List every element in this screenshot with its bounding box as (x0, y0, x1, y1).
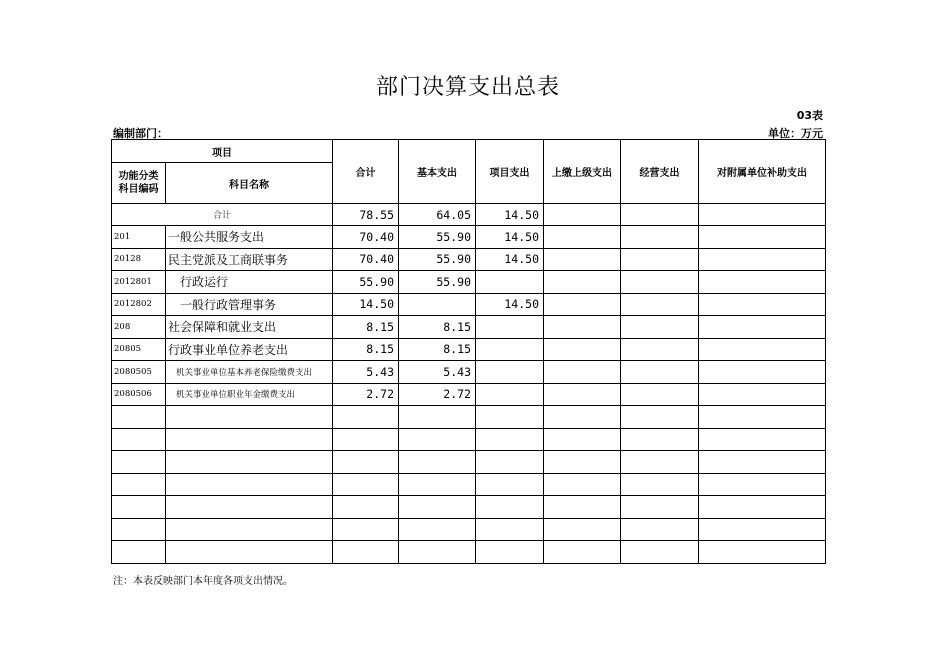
row-upper (544, 383, 621, 406)
empty-cell (544, 518, 621, 541)
empty-cell (112, 496, 166, 519)
row-subject-name: 社会保障和就业支出 (166, 316, 333, 339)
row-code: 20128 (112, 248, 166, 271)
empty-cell (476, 541, 544, 564)
header-subsidy: 对附属单位补助支出 (699, 140, 826, 204)
row-total: 14.50 (333, 293, 399, 316)
row-upper (544, 316, 621, 339)
header-basic: 基本支出 (399, 140, 476, 204)
table-number: 03表 (796, 109, 823, 122)
empty-cell (333, 451, 399, 474)
empty-cell (112, 451, 166, 474)
empty-row (112, 518, 826, 541)
empty-cell (112, 541, 166, 564)
empty-cell (166, 406, 333, 429)
row-basic: 55.90 (399, 248, 476, 271)
header-project: 项目 (112, 140, 333, 163)
row-code: 20805 (112, 338, 166, 361)
empty-cell (621, 518, 699, 541)
row-business (621, 248, 699, 271)
empty-cell (621, 473, 699, 496)
row-code: 2012801 (112, 271, 166, 294)
page-title: 部门决算支出总表 (375, 75, 560, 100)
empty-row (112, 541, 826, 564)
empty-cell (544, 473, 621, 496)
empty-cell (699, 406, 826, 429)
row-total: 55.90 (333, 271, 399, 294)
row-total: 8.15 (333, 338, 399, 361)
header-total: 合计 (333, 140, 399, 204)
table-row (112, 316, 826, 339)
total-row-total: 78.55 (333, 204, 399, 226)
row-basic: 2.72 (399, 383, 476, 406)
row-subsidy (699, 293, 826, 316)
empty-cell (112, 428, 166, 451)
empty-cell (544, 451, 621, 474)
empty-cell (166, 473, 333, 496)
footnote: 注：本表反映部门本年度各项支出情况。 (113, 576, 293, 587)
empty-cell (699, 496, 826, 519)
row-subject-name: 机关事业单位基本养老保险缴费支出 (166, 361, 333, 384)
empty-cell (476, 406, 544, 429)
row-code: 2080505 (112, 361, 166, 384)
empty-cell (399, 473, 476, 496)
row-subject-name: 机关事业单位职业年金缴费支出 (166, 383, 333, 406)
empty-cell (621, 406, 699, 429)
empty-cell (699, 518, 826, 541)
row-project (476, 271, 544, 294)
row-subject-name: 一般行政管理事务 (166, 293, 333, 316)
empty-cell (166, 428, 333, 451)
header-function-code-line1: 功能分类 (118, 171, 159, 182)
empty-cell (621, 541, 699, 564)
empty-cell (621, 496, 699, 519)
total-row (112, 204, 826, 226)
table-row (112, 383, 826, 406)
empty-cell (399, 451, 476, 474)
empty-cell (333, 496, 399, 519)
row-code: 208 (112, 316, 166, 339)
header-business: 经营支出 (621, 140, 699, 204)
row-subject-name: 一般公共服务支出 (166, 226, 333, 249)
row-business (621, 293, 699, 316)
row-project: 14.50 (476, 248, 544, 271)
row-total: 70.40 (333, 226, 399, 249)
row-basic: 8.15 (399, 338, 476, 361)
row-basic: 55.90 (399, 226, 476, 249)
row-basic: 8.15 (399, 316, 476, 339)
row-business (621, 271, 699, 294)
table-row (112, 248, 826, 271)
row-subsidy (699, 248, 826, 271)
row-business (621, 316, 699, 339)
empty-cell (166, 541, 333, 564)
empty-cell (399, 406, 476, 429)
row-upper (544, 248, 621, 271)
header-function-code-line2: 科目编码 (118, 184, 159, 195)
row-business (621, 361, 699, 384)
table-row (112, 361, 826, 384)
empty-cell (544, 406, 621, 429)
row-subject-name: 行政事业单位养老支出 (166, 338, 333, 361)
table-row (112, 338, 826, 361)
empty-cell (544, 496, 621, 519)
empty-cell (476, 496, 544, 519)
empty-cell (621, 451, 699, 474)
row-project (476, 316, 544, 339)
header-project-expenditure: 项目支出 (476, 140, 544, 204)
empty-cell (476, 518, 544, 541)
row-project (476, 383, 544, 406)
empty-cell (333, 406, 399, 429)
row-subsidy (699, 361, 826, 384)
total-row-label: 合计 (112, 204, 333, 226)
empty-row (112, 473, 826, 496)
empty-cell (699, 428, 826, 451)
header-subject-name: 科目名称 (166, 163, 333, 204)
empty-cell (699, 541, 826, 564)
total-row-project: 14.50 (476, 204, 544, 226)
empty-row (112, 406, 826, 429)
row-project: 14.50 (476, 226, 544, 249)
empty-cell (699, 473, 826, 496)
row-upper (544, 361, 621, 384)
header-upper: 上缴上级支出 (544, 140, 621, 204)
empty-cell (112, 473, 166, 496)
table-row (112, 271, 826, 294)
empty-cell (112, 518, 166, 541)
row-basic: 55.90 (399, 271, 476, 294)
row-project (476, 338, 544, 361)
total-row-basic: 64.05 (399, 204, 476, 226)
row-total: 8.15 (333, 316, 399, 339)
row-basic (399, 293, 476, 316)
empty-row (112, 451, 826, 474)
empty-cell (476, 428, 544, 451)
row-upper (544, 226, 621, 249)
row-subsidy (699, 383, 826, 406)
empty-cell (333, 541, 399, 564)
empty-cell (112, 406, 166, 429)
row-business (621, 338, 699, 361)
row-code: 201 (112, 226, 166, 249)
empty-cell (333, 428, 399, 451)
row-project: 14.50 (476, 293, 544, 316)
row-subject-name: 民主党派及工商联事务 (166, 248, 333, 271)
empty-cell (333, 473, 399, 496)
empty-cell (166, 451, 333, 474)
header-function-code (112, 163, 166, 204)
row-total: 5.43 (333, 361, 399, 384)
total-row-upper (544, 204, 621, 226)
row-upper (544, 271, 621, 294)
row-subsidy (699, 271, 826, 294)
empty-row (112, 496, 826, 519)
empty-cell (699, 451, 826, 474)
empty-cell (621, 428, 699, 451)
empty-cell (544, 541, 621, 564)
row-upper (544, 293, 621, 316)
table-row (112, 293, 826, 316)
empty-cell (476, 451, 544, 474)
row-upper (544, 338, 621, 361)
empty-cell (166, 496, 333, 519)
unit-label: 单位：万元 (768, 127, 823, 140)
department-label: 编制部门： (113, 127, 168, 140)
row-basic: 5.43 (399, 361, 476, 384)
empty-cell (166, 518, 333, 541)
row-project (476, 361, 544, 384)
row-subsidy (699, 226, 826, 249)
row-business (621, 226, 699, 249)
empty-cell (544, 428, 621, 451)
total-row-business (621, 204, 699, 226)
empty-cell (333, 518, 399, 541)
row-subsidy (699, 338, 826, 361)
total-row-subsidy (699, 204, 826, 226)
row-total: 2.72 (333, 383, 399, 406)
empty-cell (399, 496, 476, 519)
row-code: 2012802 (112, 293, 166, 316)
empty-row (112, 428, 826, 451)
table-row (112, 226, 826, 249)
row-total: 70.40 (333, 248, 399, 271)
row-business (621, 383, 699, 406)
row-subject-name: 行政运行 (166, 271, 333, 294)
empty-cell (399, 428, 476, 451)
expenditure-table (111, 139, 826, 564)
empty-cell (476, 473, 544, 496)
row-code: 2080506 (112, 383, 166, 406)
row-subsidy (699, 316, 826, 339)
empty-cell (399, 541, 476, 564)
empty-cell (399, 518, 476, 541)
